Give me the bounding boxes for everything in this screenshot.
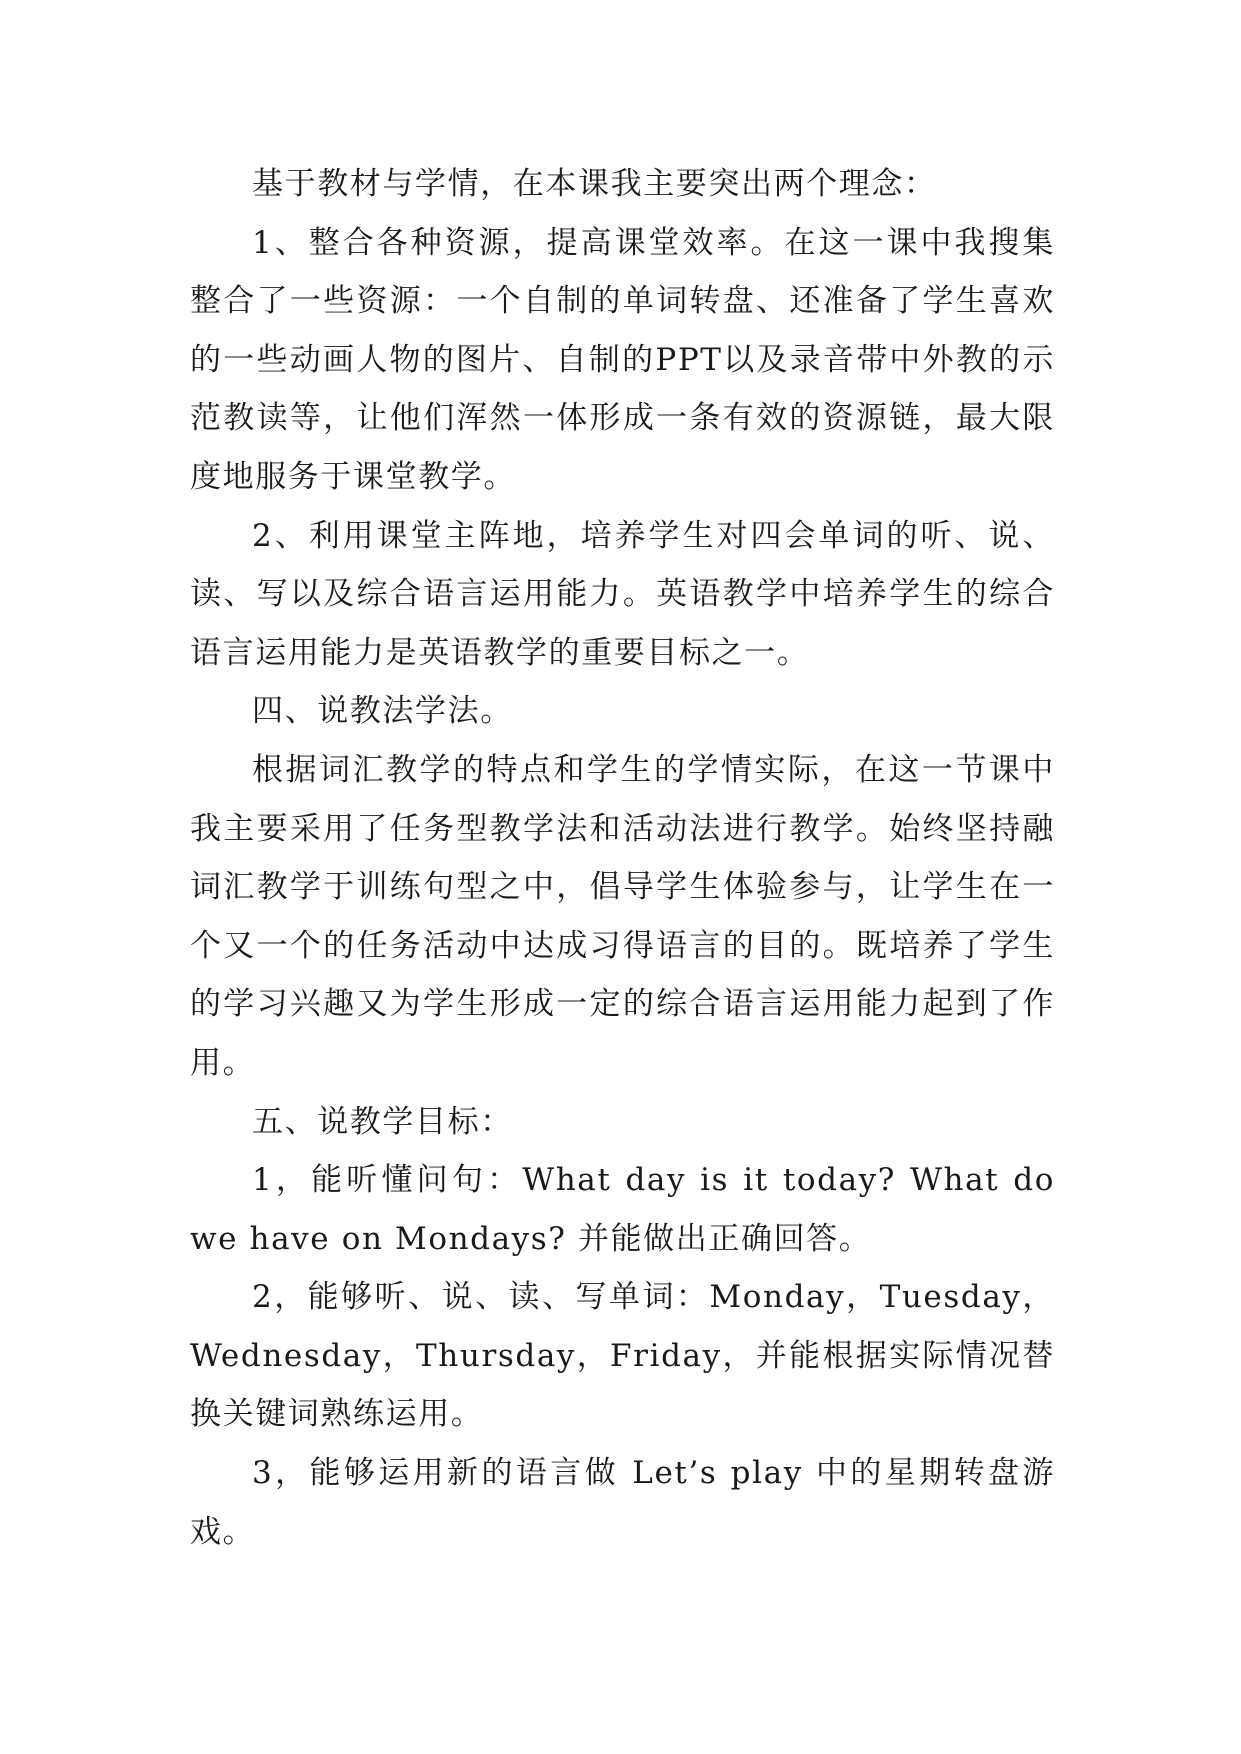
paragraph-methods: 根据词汇教学的特点和学生的学情实际，在这一节课中我主要采用了任务型教学法和活动法进行教学。始终坚持融词汇教学于训练句型之中，倡导学生体验参与，让学生在一个又一个的任务活动中达成习得语言的目的。既培养了学生的学习兴趣又为学生形成一定的综合语言运用能力起到了作用。 bbox=[190, 751, 1055, 1081]
paragraph-objective-3: 3，能够运用新的语言做 Let’s play 中的星期转盘游戏。 bbox=[190, 1455, 1055, 1550]
paragraph-objective-1: 1，能听懂问句：What day is it today? What do we have on Mondays? 并能做出正确回答。 bbox=[190, 1162, 1055, 1257]
paragraph-intro: 基于教材与学情，在本课我主要突出两个理念： bbox=[252, 166, 937, 202]
section-heading-objectives: 五、说教学目标： bbox=[252, 1103, 513, 1140]
section-heading-methods: 四、说教法学法。 bbox=[252, 693, 513, 730]
document-body bbox=[190, 155, 1055, 1561]
paragraph-point-1: 1、整合各种资源，提高课堂效率。在这一课中我搜集整合了一些资源：一个自制的单词转盘、还准备了学生喜欢的一些动画人物的图片、自制的PPT以及录音带中外教的示范教读等，让他们浑然一体形成一条有效的资源链，最大限度地服务于课堂教学。 bbox=[190, 224, 1055, 495]
paragraph-objective-2: 2，能够听、说、读、写单词：Monday，Tuesday，Wednesday，Thursday，Friday，并能根据实际情况替换关键词熟练运用。 bbox=[190, 1279, 1055, 1433]
paragraph-point-2: 2、利用课堂主阵地，培养学生对四会单词的听、说、读、写以及综合语言运用能力。英语教学中培养学生的综合语言运用能力是英语教学的重要目标之一。 bbox=[190, 517, 1055, 671]
